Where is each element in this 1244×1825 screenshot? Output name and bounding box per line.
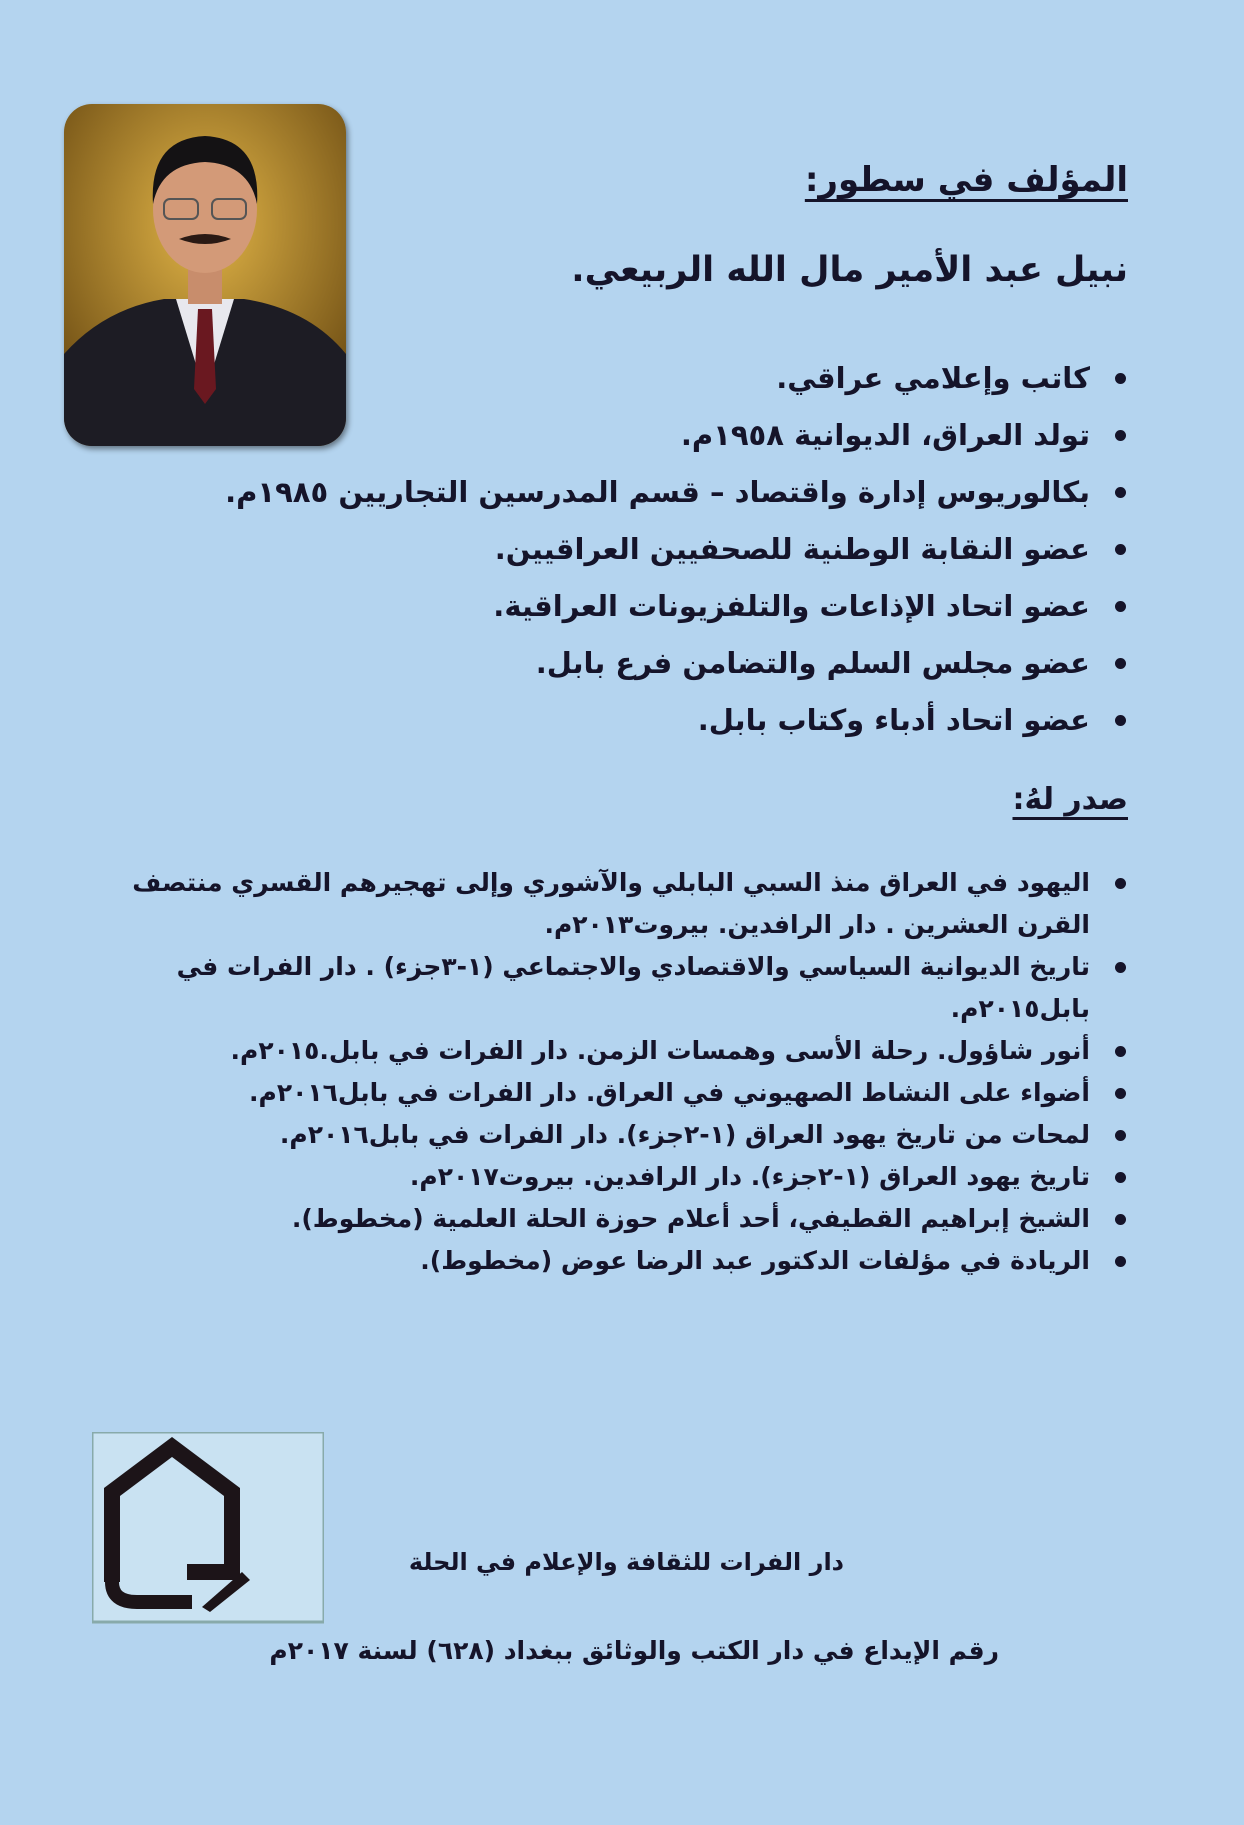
- author-heading: المؤلف في سطور:: [804, 160, 1128, 200]
- bio-item: تولد العراق، الديوانية ١٩٥٨م.: [225, 407, 1132, 464]
- work-item: الريادة في مؤلفات الدكتور عبد الرضا عوض (مخطوط).: [102, 1240, 1132, 1282]
- work-item: أنور شاؤول. رحلة الأسى وهمسات الزمن. دار الفرات في بابل.٢٠١٥م.: [102, 1030, 1132, 1072]
- works-list: [102, 862, 1132, 1282]
- bio-item: عضو مجلس السلم والتضامن فرع بابل.: [225, 635, 1132, 692]
- work-item: الشيخ إبراهيم القطيفي، أحد أعلام حوزة الحلة العلمية (مخطوط).: [102, 1198, 1132, 1240]
- bio-item: عضو النقابة الوطنية للصحفيين العراقيين.: [225, 521, 1132, 578]
- work-item: لمحات من تاريخ يهود العراق (١-٢جزء). دار الفرات في بابل٢٠١٦م.: [102, 1114, 1132, 1156]
- author-name: نبيل عبد الأمير مال الله الربيعي.: [571, 250, 1128, 290]
- work-item: تاريخ يهود العراق (١-٢جزء). دار الرافدين. بيروت٢٠١٧م.: [102, 1156, 1132, 1198]
- work-item: تاريخ الديوانية السياسي والاقتصادي والاجتماعي (١-٣جزء) . دار الفرات في بابل٢٠١٥م.: [102, 946, 1132, 1030]
- author-bio-list: [225, 350, 1132, 749]
- publisher-name: دار الفرات للثقافة والإعلام في الحلة: [408, 1548, 844, 1576]
- bio-item: بكالوريوس إدارة واقتصاد – قسم المدرسين التجاريين ١٩٨٥م.: [225, 464, 1132, 521]
- bio-item: كاتب وإعلامي عراقي.: [225, 350, 1132, 407]
- bio-item: عضو اتحاد أدباء وكتاب بابل.: [225, 692, 1132, 749]
- work-item: اليهود في العراق منذ السبي البابلي والآشوري وإلى تهجيرهم القسري منتصف القرن العشرين . دار الرافدين. بيروت٢٠١٣م.: [102, 862, 1132, 946]
- deposit-number: رقم الإيداع في دار الكتب والوثائق ببغداد (٦٢٨) لسنة ٢٠١٧م: [269, 1636, 999, 1665]
- bio-item: عضو اتحاد الإذاعات والتلفزيونات العراقية.: [225, 578, 1132, 635]
- work-item: أضواء على النشاط الصهيوني في العراق. دار الفرات في بابل٢٠١٦م.: [102, 1072, 1132, 1114]
- publisher-logo: [92, 1432, 324, 1632]
- works-heading: صدر لهُ:: [1012, 782, 1128, 817]
